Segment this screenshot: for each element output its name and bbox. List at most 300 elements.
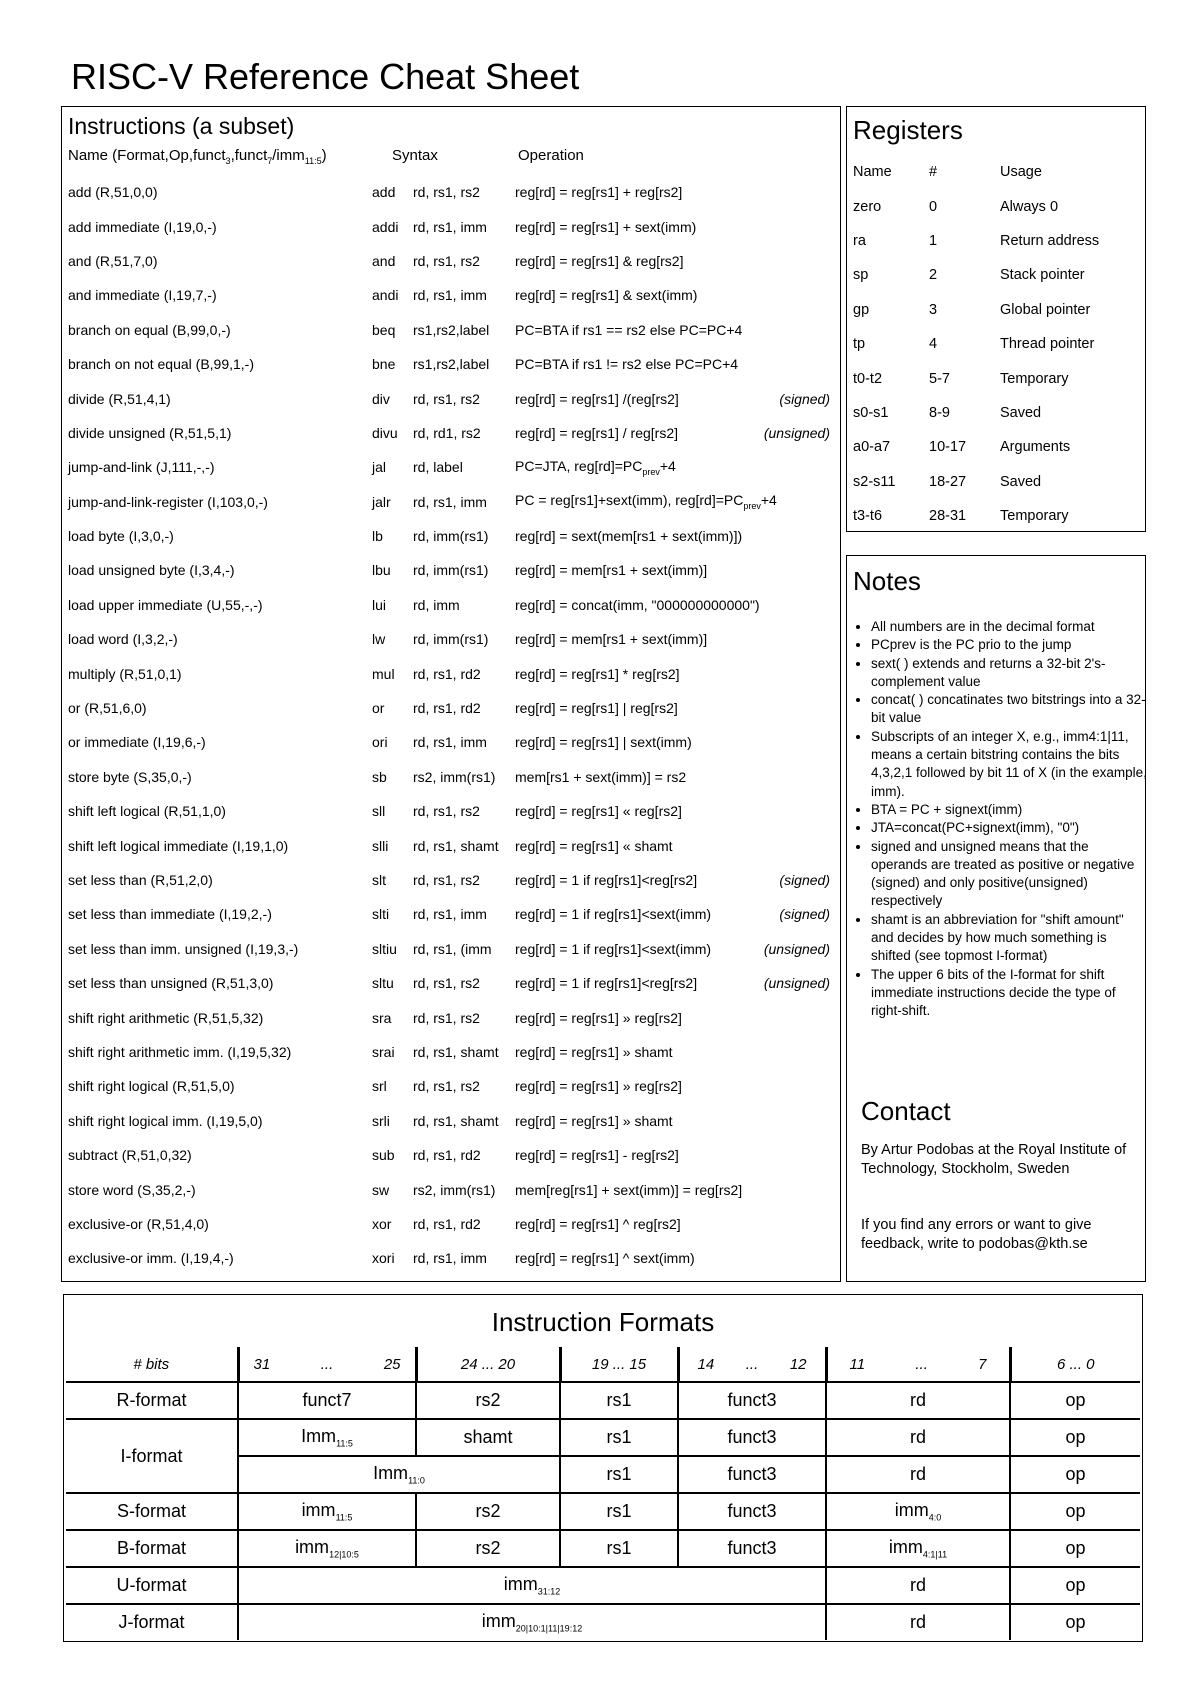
operation-text: PC=BTA if rs1 != rs2 else PC=PC+4 — [515, 356, 739, 373]
instruction-operands: rs2, imm(rs1) — [413, 768, 496, 785]
instruction-operands: rd, rs1, rs2 — [413, 1078, 480, 1095]
instructions-title: Instructions (a subset) — [68, 113, 295, 139]
formats-panel — [63, 1294, 1143, 1642]
bit-range-14-12: 14 ... 12 — [678, 1347, 826, 1382]
operation-text: reg[rd] = reg[rs1] + reg[rs2] — [515, 184, 683, 201]
register-usage: Global pointer — [1000, 301, 1091, 318]
instruction-mnemonic: andi — [372, 287, 399, 304]
instruction-operation — [515, 1104, 838, 1138]
instruction-mnemonic: ori — [372, 734, 388, 751]
instruction-operands: rd, imm(rs1) — [413, 562, 489, 579]
instruction-row — [68, 794, 838, 828]
field-rd: rd — [826, 1419, 1010, 1456]
instruction-mnemonic: jalr — [372, 493, 391, 510]
instruction-row — [68, 1207, 838, 1241]
instruction-name: subtract (R,51,0,32) — [68, 1147, 192, 1164]
field-rs2: rs2 — [416, 1493, 560, 1530]
field-funct3: funct3 — [678, 1382, 826, 1419]
notes-title: Notes — [853, 566, 921, 596]
register-usage: Temporary — [1000, 370, 1069, 387]
register-usage: Temporary — [1000, 508, 1069, 525]
register-row — [853, 361, 1099, 395]
instruction-operation — [515, 175, 838, 209]
instructions-header-syntax: Syntax — [392, 147, 438, 164]
operation-text: reg[rd] = reg[rs1] + sext(imm) — [515, 218, 697, 235]
note-item: • PCprev is the PC prio to the jump — [871, 636, 1147, 654]
field-rd: rd — [826, 1604, 1010, 1640]
instruction-name: load byte (I,3,0,-) — [68, 528, 174, 545]
instruction-operation — [515, 932, 838, 966]
registers-header-row — [853, 155, 1099, 189]
field-op: op — [1010, 1456, 1140, 1493]
instruction-mnemonic: lbu — [372, 562, 391, 579]
register-number: 3 — [929, 301, 938, 318]
register-name: zero — [853, 198, 882, 215]
register-number: 18-27 — [929, 473, 967, 490]
instruction-mnemonic: slt — [372, 872, 386, 888]
instruction-row — [68, 278, 838, 312]
register-number: 2 — [929, 267, 938, 284]
instruction-operands: rd, rs1, rs2 — [413, 1009, 480, 1026]
instruction-name: jump-and-link-register (I,103,0,-) — [68, 493, 268, 510]
instruction-operands: rd, rs1, rd2 — [413, 1147, 481, 1164]
register-number: 10-17 — [929, 439, 967, 456]
instruction-mnemonic: add — [372, 184, 396, 201]
register-name: t0-t2 — [853, 370, 883, 387]
register-usage: Thread pointer — [1000, 336, 1095, 353]
instruction-mnemonic: sub — [372, 1147, 395, 1164]
instruction-operation — [515, 1138, 838, 1172]
instruction-mnemonic: sra — [372, 1009, 392, 1026]
instruction-name: branch on not equal (B,99,1,-) — [68, 356, 255, 373]
field-imm-12-10-5: imm$_{12|10:5}$ — [238, 1530, 416, 1567]
field-funct3: funct3 — [678, 1530, 826, 1567]
instructions-header-name: Name (Format,Op,funct$_3$,funct$_7$/imm$_{11:5}$) — [68, 147, 327, 166]
instruction-mnemonic: divu — [372, 424, 398, 441]
instruction-operands: rd, rs1, imm — [413, 493, 487, 510]
instruction-operands: rd, rs1, rs2 — [413, 975, 480, 992]
instruction-mnemonic: mul — [372, 665, 395, 682]
operation-text: reg[rd] = reg[rs1] /(reg[rs2] — [515, 390, 679, 407]
field-rs1: rs1 — [560, 1530, 678, 1567]
signedness-note: (signed) — [779, 872, 830, 888]
bit-range-6-0: 6 ... 0 — [1010, 1347, 1140, 1382]
instruction-operation — [515, 1207, 838, 1241]
operation-text: reg[rd] = reg[rs1] » shamt — [515, 1112, 673, 1129]
note-item: • BTA = PC + signext(imm) — [871, 801, 1147, 819]
operation-text: reg[rd] = reg[rs1] » reg[rs2] — [515, 1009, 682, 1026]
instruction-operands: rd, label — [413, 459, 463, 476]
operation-text: reg[rd] = 1 if reg[rs1]<sext(imm) — [515, 906, 712, 923]
instruction-operands: rd, rs1, shamt — [413, 1112, 499, 1129]
registers-title: Registers — [853, 115, 963, 145]
note-item: • The upper 6 bits of the I-format for shift immediate instructions decide the type of right-shift. — [871, 966, 1147, 1021]
operation-text: reg[rd] = reg[rs1] | sext(imm) — [515, 734, 692, 751]
register-number: 1 — [929, 232, 938, 249]
format-name: J-format — [66, 1604, 238, 1640]
field-op: op — [1010, 1530, 1140, 1567]
operation-text: PC=JTA, reg[rd]=PC — [515, 457, 643, 474]
operation-text: reg[rd] = reg[rs1] » shamt — [515, 1043, 673, 1060]
operation-text: PC=BTA if rs1 == rs2 else PC=PC+4 — [515, 321, 743, 338]
instruction-operation — [515, 828, 838, 862]
bit-range-19-15: 19 ... 15 — [560, 1347, 678, 1382]
instruction-operation — [515, 725, 838, 759]
instruction-operation — [515, 347, 838, 381]
field-op: op — [1010, 1493, 1140, 1530]
operation-text: reg[rd] = mem[rs1 + sext(imm)] — [515, 631, 708, 648]
instruction-mnemonic: lw — [372, 631, 386, 648]
register-number: 0 — [929, 198, 938, 215]
instruction-mnemonic: or — [372, 700, 385, 717]
instruction-row — [68, 519, 838, 553]
instruction-mnemonic: div — [372, 390, 390, 407]
instruction-row — [68, 1035, 838, 1069]
register-row — [853, 465, 1099, 499]
instruction-row — [68, 209, 838, 243]
instruction-name: shift left logical (R,51,1,0) — [68, 803, 226, 820]
register-row — [853, 258, 1099, 292]
register-row — [853, 499, 1099, 533]
operation-text: mem[reg[rs1] + sext(imm)] = reg[rs2] — [515, 1181, 743, 1198]
register-name: s0-s1 — [853, 404, 889, 421]
instruction-row — [68, 416, 838, 450]
instruction-operation — [515, 313, 838, 347]
instruction-mnemonic: srl — [372, 1078, 387, 1095]
register-number: 4 — [929, 336, 938, 353]
instruction-name: store byte (S,35,0,-) — [68, 768, 192, 785]
instruction-row — [68, 450, 838, 484]
instruction-row — [68, 932, 838, 966]
operation-text: reg[rd] = reg[rs1] ^ reg[rs2] — [515, 1215, 681, 1232]
instruction-mnemonic: slti — [372, 906, 390, 923]
instruction-row — [68, 828, 838, 862]
instruction-operands: rd, rs1, rd2 — [413, 700, 481, 717]
signedness-note: (unsigned) — [763, 975, 830, 992]
field-rs1: rs1 — [560, 1493, 678, 1530]
operation-text: PC = reg[rs1]+sext(imm), reg[rd]=PC — [515, 492, 744, 509]
field-rs1: rs1 — [560, 1456, 678, 1493]
note-item: • All numbers are in the decimal format — [871, 618, 1147, 636]
field-imm-11-5: Imm$_{11:5}$ — [238, 1419, 416, 1456]
operation-text: reg[rd] = 1 if reg[rs1]<reg[rs2] — [515, 975, 698, 992]
registers-header-usage: Usage — [1000, 164, 1042, 181]
instruction-name: exclusive-or (R,51,4,0) — [68, 1215, 209, 1232]
instruction-mnemonic: sltu — [372, 975, 394, 992]
instruction-name: shift right arithmetic imm. (I,19,5,32) — [68, 1043, 292, 1060]
bit-range-24-20: 24 ... 20 — [416, 1347, 560, 1382]
instruction-operands: rd, imm(rs1) — [413, 528, 489, 545]
instruction-mnemonic: xori — [372, 1250, 395, 1267]
formats-bits-row — [66, 1347, 1140, 1382]
instruction-row — [68, 381, 838, 415]
instruction-operands: rd, rs1, rs2 — [413, 252, 480, 269]
notes-panel — [846, 555, 1146, 1282]
instruction-mnemonic: addi — [372, 218, 399, 235]
notes-list — [857, 618, 1147, 1021]
operation-subscript: prev — [743, 501, 761, 512]
signedness-note: (unsigned) — [763, 940, 830, 957]
operation-text: reg[rd] = concat(imm, "000000000000") — [515, 596, 760, 613]
register-usage: Return address — [1000, 232, 1100, 249]
instruction-name: load word (I,3,2,-) — [68, 631, 178, 648]
register-name: tp — [853, 336, 866, 353]
registers-header-num: # — [929, 164, 938, 181]
bits-label: # bits — [66, 1347, 238, 1382]
register-row — [853, 430, 1099, 464]
field-rd: rd — [826, 1382, 1010, 1419]
instruction-operation — [515, 485, 838, 519]
register-number: 8-9 — [929, 404, 950, 421]
instruction-row — [68, 553, 838, 587]
register-name: s2-s11 — [853, 473, 896, 490]
operation-text: reg[rd] = mem[rs1 + sext(imm)] — [515, 562, 708, 579]
s-format-row — [66, 1493, 1140, 1530]
registers-header-name: Name — [853, 164, 892, 181]
register-row — [853, 327, 1099, 361]
instruction-operation — [515, 450, 838, 484]
instruction-name: exclusive-or imm. (I,19,4,-) — [68, 1250, 234, 1267]
instruction-mnemonic: and — [372, 252, 396, 269]
instruction-row — [68, 656, 838, 690]
signedness-note: (signed) — [779, 390, 830, 407]
instruction-name: set less than immediate (I,19,2,-) — [68, 906, 272, 923]
instruction-row — [68, 966, 838, 1000]
field-rs1: rs1 — [560, 1382, 678, 1419]
instruction-name: add immediate (I,19,0,-) — [68, 218, 217, 235]
instruction-name: divide (R,51,4,1) — [68, 390, 171, 407]
register-usage: Stack pointer — [1000, 267, 1085, 284]
signedness-note: (unsigned) — [763, 424, 830, 441]
instruction-name: load upper immediate (U,55,-,-) — [68, 596, 263, 613]
instruction-operation — [515, 897, 838, 931]
instruction-operation — [515, 966, 838, 1000]
field-imm-20-10-1-11-19-12: imm$_{20|10:1|11|19:12}$ — [238, 1604, 826, 1640]
instruction-operation — [515, 1035, 838, 1069]
i-format-row — [66, 1419, 1140, 1456]
instruction-row — [68, 244, 838, 278]
operation-text: reg[rd] = reg[rs1] « reg[rs2] — [515, 803, 682, 820]
operation-text: reg[rd] = reg[rs1] ^ sext(imm) — [515, 1250, 695, 1267]
instruction-name: branch on equal (B,99,0,-) — [68, 321, 231, 338]
register-name: a0-a7 — [853, 439, 891, 456]
instructions-panel — [61, 106, 841, 1282]
instruction-operation — [515, 656, 838, 690]
operation-text: reg[rd] = reg[rs1] & sext(imm) — [515, 287, 698, 304]
instruction-operands: rd, imm — [413, 596, 460, 613]
instruction-name: or (R,51,6,0) — [68, 700, 147, 717]
register-row — [853, 189, 1099, 223]
b-format-row — [66, 1530, 1140, 1567]
field-funct7: funct7 — [238, 1382, 416, 1419]
field-op: op — [1010, 1419, 1140, 1456]
instruction-name: add (R,51,0,0) — [68, 184, 158, 201]
u-format-row — [66, 1567, 1140, 1604]
register-name: ra — [853, 232, 866, 249]
instruction-name: and immediate (I,19,7,-) — [68, 287, 217, 304]
operation-text: reg[rd] = reg[rs1] - reg[rs2] — [515, 1147, 679, 1164]
instruction-row — [68, 691, 838, 725]
instruction-row — [68, 897, 838, 931]
instruction-row — [68, 1000, 838, 1034]
instruction-operands: rs2, imm(rs1) — [413, 1181, 496, 1198]
instruction-mnemonic: srai — [372, 1043, 395, 1060]
instruction-row — [68, 347, 838, 381]
instruction-operation — [515, 1000, 838, 1034]
field-imm-4-0: imm$_{4:0}$ — [826, 1493, 1010, 1530]
instruction-name: shift left logical immediate (I,19,1,0) — [68, 837, 289, 854]
instruction-row — [68, 725, 838, 759]
instruction-mnemonic: srli — [372, 1112, 390, 1129]
instruction-name: set less than (R,51,2,0) — [68, 872, 213, 888]
field-funct3: funct3 — [678, 1419, 826, 1456]
instruction-operation — [515, 1069, 838, 1103]
instruction-operands: rd, rs1, imm — [413, 734, 487, 751]
register-name: gp — [853, 301, 870, 318]
field-rs1: rs1 — [560, 1419, 678, 1456]
note-item: • shamt is an abbreviation for "shift amount" and decides by how much something is shifted (see topmost I-format) — [871, 911, 1147, 966]
instruction-row — [68, 622, 838, 656]
signedness-note: (signed) — [779, 906, 830, 923]
field-rd: rd — [826, 1567, 1010, 1604]
instruction-row — [68, 760, 838, 794]
register-row — [853, 293, 1099, 327]
instruction-operands: rd, imm(rs1) — [413, 631, 489, 648]
operation-text: reg[rd] = sext(mem[rs1 + sext(imm)]) — [515, 528, 743, 545]
register-name: t3-t6 — [853, 508, 883, 525]
instructions-table — [68, 175, 838, 1276]
instruction-operation — [515, 278, 838, 312]
operation-text: reg[rd] = 1 if reg[rs1]<sext(imm) — [515, 940, 712, 957]
registers-panel — [846, 106, 1146, 532]
operation-text: mem[rs1 + sext(imm)] = rs2 — [515, 768, 687, 785]
field-rs2: rs2 — [416, 1382, 560, 1419]
instruction-row — [68, 1172, 838, 1206]
instruction-name: divide unsigned (R,51,5,1) — [68, 424, 232, 441]
field-imm-4-1-11: imm$_{4:1|11}$ — [826, 1530, 1010, 1567]
field-rs2: rs2 — [416, 1530, 560, 1567]
instruction-name: and (R,51,7,0) — [68, 252, 158, 269]
instruction-name: or immediate (I,19,6,-) — [68, 734, 206, 751]
formats-title: Instruction Formats — [491, 1307, 715, 1337]
format-name: I-format — [66, 1419, 238, 1493]
instruction-name: set less than unsigned (R,51,3,0) — [68, 975, 274, 992]
instruction-operands: rd, rs1, imm — [413, 218, 487, 235]
field-op: op — [1010, 1604, 1140, 1640]
register-row — [853, 396, 1099, 430]
format-name: R-format — [66, 1382, 238, 1419]
instructions-header-operation: Operation — [518, 147, 584, 164]
instruction-name: jump-and-link (J,111,-,-) — [68, 459, 215, 476]
instruction-name: load unsigned byte (I,3,4,-) — [68, 562, 235, 579]
instruction-name: shift right arithmetic (R,51,5,32) — [68, 1009, 264, 1026]
instruction-operation — [515, 760, 838, 794]
formats-table — [66, 1347, 1140, 1640]
instruction-mnemonic: slli — [372, 837, 389, 854]
instruction-operation — [515, 1172, 838, 1206]
operation-suffix: +4 — [760, 492, 777, 509]
bit-range-11-7: 11 ... 7 — [826, 1347, 1010, 1382]
format-name: U-format — [66, 1567, 238, 1604]
instruction-name: set less than imm. unsigned (I,19,3,-) — [68, 940, 299, 957]
note-item: • sext( ) extends and returns a 32-bit 2's-complement value — [871, 655, 1147, 692]
format-name: S-format — [66, 1493, 238, 1530]
instruction-operands: rs1,rs2,label — [413, 321, 490, 338]
instruction-row — [68, 1069, 838, 1103]
register-number: 28-31 — [929, 508, 967, 525]
operation-text: reg[rd] = reg[rs1] | reg[rs2] — [515, 700, 678, 717]
register-row — [853, 224, 1099, 258]
instruction-operands: rd, rs1, imm — [413, 287, 487, 304]
instruction-row — [68, 485, 838, 519]
bit-range-31-25: 31 ... 25 — [238, 1347, 416, 1382]
field-shamt: shamt — [416, 1419, 560, 1456]
note-item: • JTA=concat(PC+signext(imm), "0") — [871, 819, 1147, 837]
instruction-operands: rs1,rs2,label — [413, 356, 490, 373]
field-funct3: funct3 — [678, 1456, 826, 1493]
contact-author: By Artur Podobas at the Royal Institute of Technology, Stockholm, Sweden — [861, 1142, 1127, 1177]
instruction-row — [68, 1241, 838, 1275]
register-usage: Always 0 — [1000, 198, 1059, 215]
instruction-mnemonic: sll — [372, 803, 386, 820]
j-format-row — [66, 1604, 1140, 1640]
register-usage: Saved — [1000, 404, 1042, 421]
register-usage: Arguments — [1000, 439, 1071, 456]
instruction-operands: rd, rd1, rs2 — [413, 424, 481, 441]
field-op: op — [1010, 1567, 1140, 1604]
operation-text: reg[rd] = reg[rs1] * reg[rs2] — [515, 665, 680, 682]
instruction-mnemonic: lb — [372, 528, 383, 545]
field-imm-11-5: imm$_{11:5}$ — [238, 1493, 416, 1530]
operation-text: reg[rd] = 1 if reg[rs1]<reg[rs2] — [515, 872, 698, 888]
instruction-name: multiply (R,51,0,1) — [68, 665, 182, 682]
instruction-operands: rd, rs1, rs2 — [413, 872, 480, 888]
field-imm-31-12: imm$_{31:12}$ — [238, 1567, 826, 1604]
instruction-mnemonic: lui — [372, 596, 387, 613]
register-number: 5-7 — [929, 370, 950, 387]
instruction-mnemonic: sltiu — [372, 940, 397, 957]
instruction-name: shift right logical imm. (I,19,5,0) — [68, 1112, 263, 1129]
instruction-row — [68, 588, 838, 622]
operation-suffix: +4 — [659, 457, 676, 474]
instruction-operation — [515, 691, 838, 725]
field-rd: rd — [826, 1456, 1010, 1493]
note-item: • concat( ) concatinates two bitstrings into a 32-bit value — [871, 691, 1147, 728]
instruction-mnemonic: sw — [372, 1181, 390, 1198]
instruction-row — [68, 863, 838, 897]
instruction-operation — [515, 209, 838, 243]
format-name: B-format — [66, 1530, 238, 1567]
instruction-mnemonic: sb — [372, 768, 387, 785]
instruction-operands: rd, rs1, imm — [413, 906, 487, 923]
field-imm-11-0: Imm$_{11:0}$ — [238, 1456, 560, 1493]
field-op: op — [1010, 1382, 1140, 1419]
instruction-operation — [515, 381, 838, 415]
instruction-mnemonic: jal — [372, 459, 387, 476]
operation-text: reg[rd] = reg[rs1] » reg[rs2] — [515, 1078, 682, 1095]
instruction-operation — [515, 588, 838, 622]
instruction-operation — [515, 519, 838, 553]
register-usage: Saved — [1000, 473, 1042, 490]
page-title: RISC-V Reference Cheat Sheet — [71, 56, 580, 97]
instruction-name: shift right logical (R,51,5,0) — [68, 1078, 235, 1095]
instruction-row — [68, 313, 838, 347]
r-format-row — [66, 1382, 1140, 1419]
instruction-operation — [515, 1241, 838, 1275]
note-item: • signed and unsigned means that the operands are treated as positive or negative (signed) and only positive(unsigned) respectively — [871, 838, 1147, 911]
operation-subscript: prev — [642, 466, 660, 477]
instruction-row — [68, 175, 838, 209]
